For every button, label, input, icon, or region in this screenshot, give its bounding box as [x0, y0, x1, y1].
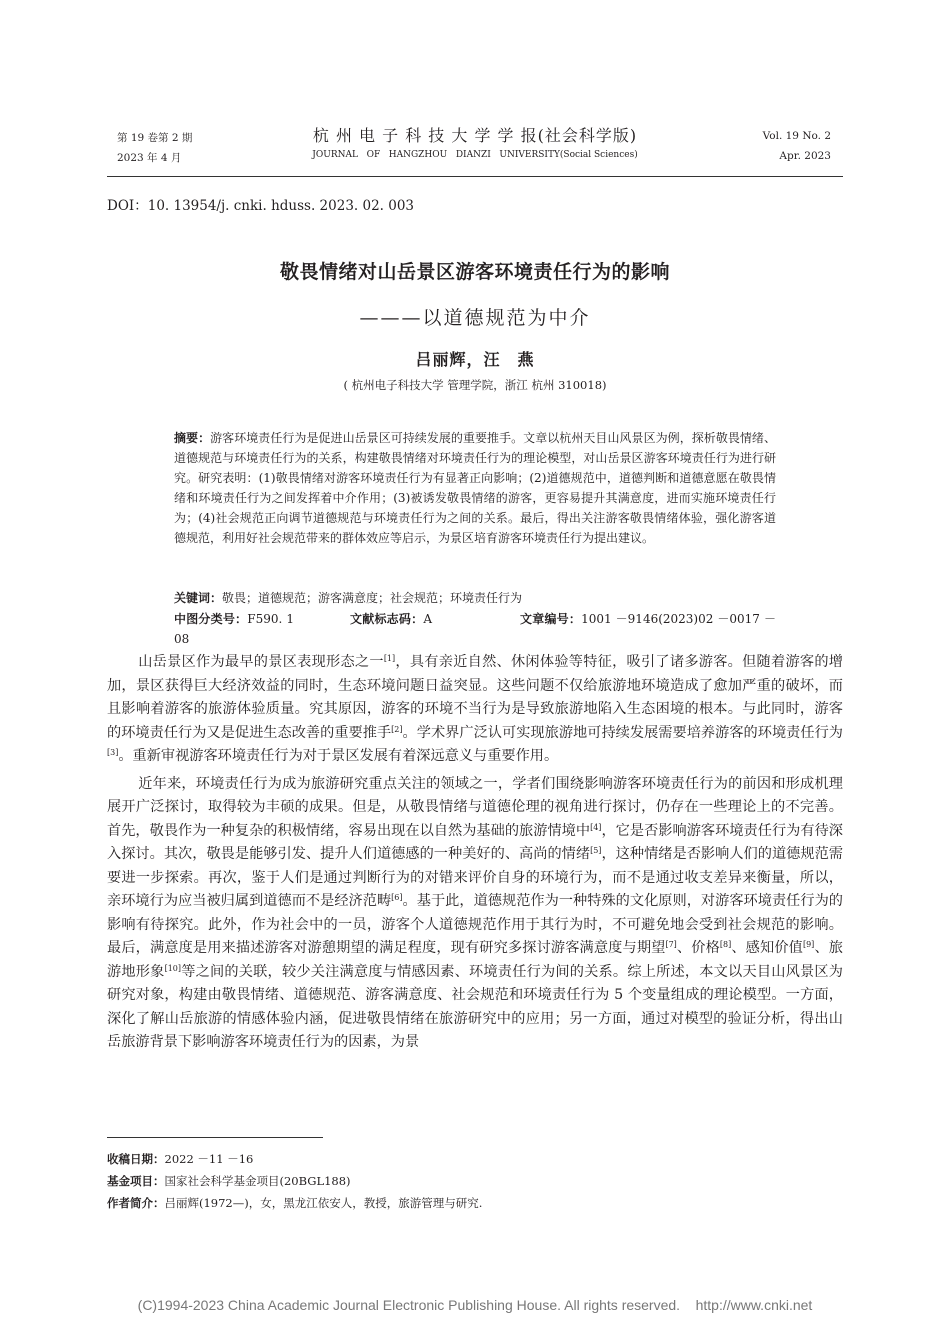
doc-code-label: 文献标志码： — [350, 612, 424, 626]
citation-3: [3] — [107, 748, 119, 757]
clc-value: F590. 1 — [247, 612, 294, 626]
footnote-fund — [107, 1170, 843, 1192]
header-date-cn: 2023 年 4 月 — [117, 152, 182, 164]
p2-text-b: ，它是否影响游客环境责任行为有待深入探讨。其次，敬畏是能够引发、提升人们道德感的一种美好的、高尚的情绪 — [107, 822, 843, 862]
p2-text-d: 。基于此，道德规范作为一种特殊的文化原则，对游客环境责任行为的影响有待探究。此外，作为社会中的一员，游客个人道德规范作用于其行为时，不可避免地会受到社会规范的影响。最后，满意度是用来描述游客对游憩期望的满足程度，现有研究多探讨游客满意度与期望 — [107, 893, 843, 956]
p1-text-a: 山岳景区作为最早的景区表现形态之一 — [138, 654, 384, 670]
received-value: 2022 －11 －16 — [164, 1152, 254, 1166]
abstract-label: 摘要： — [174, 431, 211, 445]
p2-text-a: 近年来，环境责任行为成为旅游研究重点关注的领域之一，学者们围绕影响游客环境责任行为的前因和形成机理展开广泛探讨，取得较为丰硕的成果。但是，从敬畏情绪与道德伦理的视角进行探讨，仍存在一些理论上的不完善。首先，敬畏作为一种复杂的积极情绪，容易出现在以自然为基础的旅游情境中 — [107, 775, 843, 839]
citation-4: [4] — [590, 822, 602, 832]
citation-6: [6] — [391, 893, 403, 902]
footnote-rule — [107, 1137, 323, 1138]
paragraph-1 — [107, 651, 843, 769]
fund-value: 国家社会科学基金项目(20BGL188) — [164, 1174, 351, 1188]
article-title: 敬畏情绪对山岳景区游客环境责任行为的影响 — [279, 261, 670, 283]
author-label: 作者简介： — [107, 1196, 165, 1210]
header-volume-en: Vol. 19 No. 2 — [762, 130, 831, 142]
copyright-footer: (C)1994-2023 China Academic Journal Electronic Publishing House. All rights reserved. http://www.cnki.net — [137, 1297, 813, 1313]
received-label: 收稿日期： — [107, 1152, 165, 1166]
abstract — [174, 428, 776, 548]
doc-code-value: A — [423, 612, 432, 626]
journal-title-cn: 杭 州 电 子 科 技 大 学 学 报(社会科学版) — [312, 126, 638, 145]
classification-line — [174, 609, 776, 649]
citation-8: [8] — [719, 940, 732, 949]
article-no-value: 1001 －9146(2023)02 －0017 －08 — [174, 612, 776, 646]
citation-9: [9] — [802, 940, 815, 949]
p2-text-e: 、价格 — [676, 940, 720, 956]
article-subtitle: ———以道德规范为中介 — [359, 307, 591, 329]
p2-text-g: 、旅游地形象 — [107, 940, 843, 980]
citation-5: [5] — [590, 846, 602, 855]
p1-text-b: ，具有亲近自然、休闲体验等特征，吸引了诸多游客。但随着游客的增加，景区获得巨大经济效益的同时，生态环境问题日益突显。这些问题不仅给旅游地环境造成了愈加严重的破坏，而且影响着游客的旅游体验质量。究其原因，游客的环境不当行为是导致旅游地陷入生态困境的根本。与此同时，游客的环境责任行为又是促进生态改善的重要推手 — [107, 654, 843, 741]
author-value: 吕丽辉(1972—)，女，黑龙江依安人，教授，旅游管理与研究. — [164, 1196, 483, 1210]
abstract-text: 游客环境责任行为是促进山岳景区可持续发展的重要推手。文章以杭州天目山风景区为例，探析敬畏情绪、道德规范与环境责任行为的关系，构建敬畏情绪对环境责任行为的理论模型，对山岳景区游客环境责任行为进行研究。研究表明：(1)敬畏情绪对游客环境责任行为有显著正向影响；(2)道德规范中，道德判断和道德意愿在敬畏情绪和环境责任行为之间发挥着中介作用；(3)被诱发敬畏情绪的游客，更容易提升其满意度，进而实施环境责任行为；(4)社会规范正向调节道德规范与环境责任行为之间的关系。最后，得出关注游客敬畏情绪体验，强化游客道德规范，利用好社会规范带来的群体效应等启示，为景区培育游客环境责任行为提出建议。 — [174, 431, 776, 545]
citation-7: [7] — [665, 940, 677, 949]
journal-title-en: JOURNAL OF HANGZHOU DIANZI UNIVERSITY(Social Sciences) — [312, 150, 638, 160]
body-text — [107, 651, 843, 1055]
p1-text-c: 。学术界广泛认可实现旅游地可持续发展需要培养游客的环境责任行为 — [402, 724, 843, 741]
p2-text-h: 等之间的关联，较少关注满意度与情感因素、环境责任行为间的关系。综上所述，本文以天目山风景区为研究对象，构建由敬畏情绪、道德规范、游客满意度、社会规范和环境责任行为 5 个变量组成的理论模型。一方面，深化了解山岳旅游的情感体验内涵，促进敬畏情绪在旅游研究中的应用；另一方面，通过对模型的验证分析，得出山岳旅游背景下影响游客环境责任行为的因素，为景 — [107, 963, 843, 1050]
footnotes — [107, 1148, 843, 1214]
footnote-received — [107, 1148, 843, 1170]
article-no-label: 文章编号： — [520, 612, 582, 626]
paragraph-2 — [107, 773, 843, 1055]
citation-10: [10] — [164, 963, 181, 973]
p1-text-d: 。重新审视游客环境责任行为对于景区发展有着深远意义与重要作用。 — [118, 748, 559, 764]
affiliation: ( 杭州电子科技大学 管理学院，浙江 杭州 310018) — [343, 378, 607, 392]
p2-text-f: 、感知价值 — [731, 940, 803, 956]
keywords — [174, 588, 776, 608]
citation-2: [2] — [391, 724, 403, 734]
clc-label: 中图分类号： — [174, 612, 248, 626]
header-rule — [107, 176, 843, 177]
keywords-label: 关键词： — [174, 591, 223, 605]
doi: DOI：10. 13954/j. cnki. hduss. 2023. 02. 003 — [107, 198, 415, 214]
keywords-text: 敬畏；道德规范；游客满意度；社会规范；环境责任行为 — [222, 591, 523, 605]
fund-label: 基金项目： — [107, 1174, 165, 1188]
authors: 吕丽辉，汪 燕 — [415, 350, 535, 369]
header-date-en: Apr. 2023 — [779, 150, 831, 162]
header-volume-cn: 第 19 卷第 2 期 — [117, 132, 193, 144]
citation-1: [1] — [383, 654, 396, 663]
footnote-author — [107, 1192, 843, 1214]
p2-text-c: ，这种情绪是否影响人们的道德规范需要进一步探索。再次，鉴于人们是通过判断行为的对错来评价自身的环境行为，而不是通过收支差异来衡量，所以，亲环境行为应当被归属到道德而不是经济范畴 — [107, 846, 843, 909]
